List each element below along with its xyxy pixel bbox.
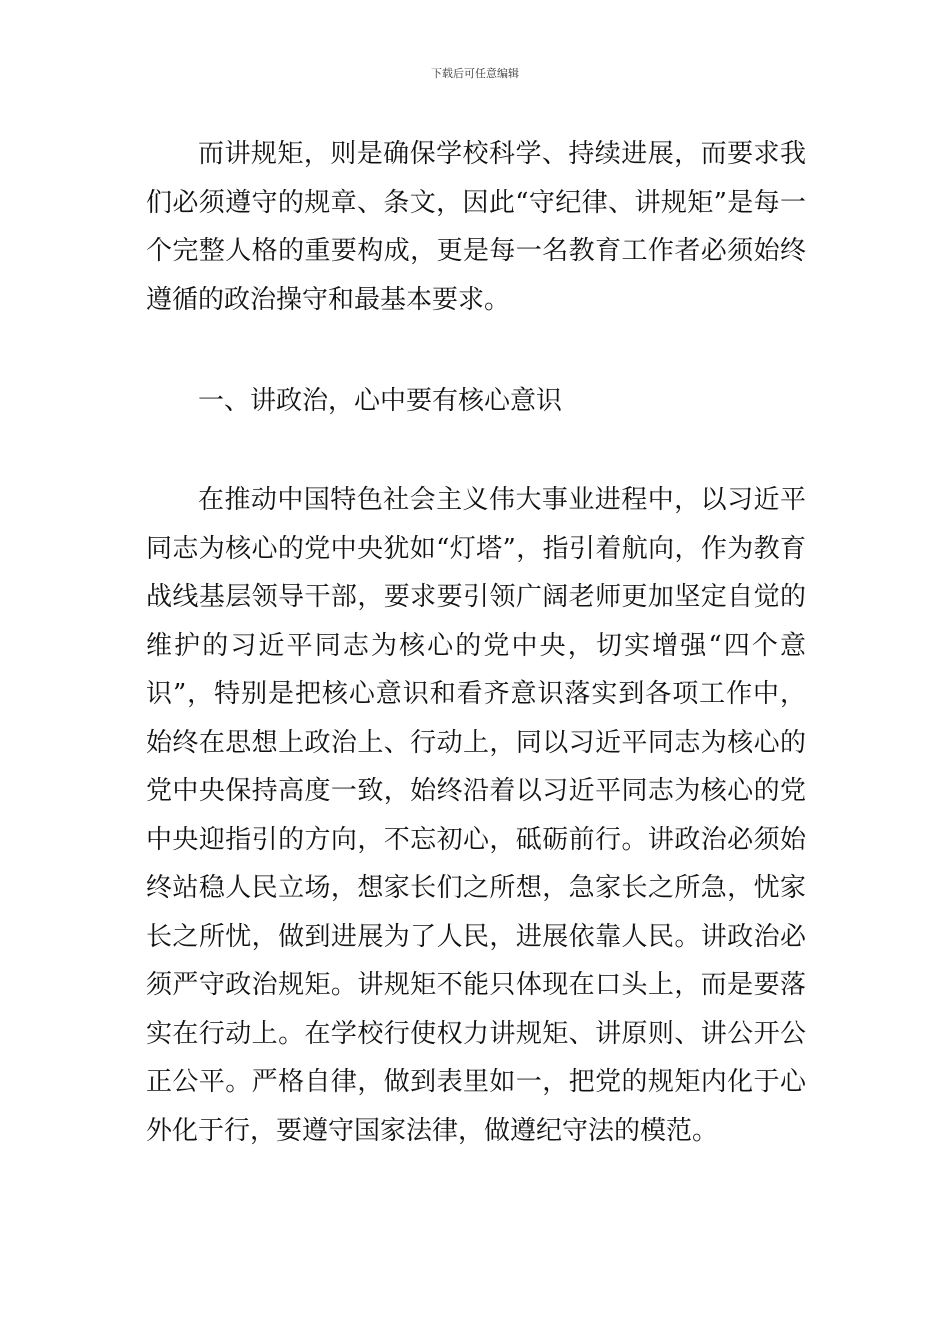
paragraph-intro: 而讲规矩，则是确保学校科学、持续进展，而要求我们必须遵守的规章、条文，因此“守纪律、讲规矩”是每一个完整人格的重要构成，更是每一名教育工作者必须始终遵循的政治操守和最基本要求。	[146, 139, 806, 315]
header-note: 下载后可任意编辑	[431, 67, 519, 80]
paragraph-body: 在推动中国特色社会主义伟大事业进程中，以习近平同志为核心的党中央犹如“灯塔”，指引着航向，作为教育战线基层领导干部，要求要引领广阔老师更加坚定自觉的维护的习近平同志为核心的党中央，切实增强“四个意识”，特别是把核心意识和看齐意识落实到各项工作中，始终在思想上政治上、行动上，同以习近平同志为核心的党中央保持高度一致，始终沿着以习近平同志为核心的党中央迎指引的方向，不忘初心，砥砺前行。讲政治必须始终站稳人民立场，想家长们之所想，急家长之所急，忧家长之所忧，做到进展为了人民，进展依靠人民。讲政治必须严守政治规矩。讲规矩不能只体现在口头上，而是要落实在行动上。在学校行使权力讲规矩、讲原则、讲公开公正公平。严格自律，做到表里如一，把党的规矩内化于心外化于行，要遵守国家法律，做遵纪守法的模范。	[146, 485, 806, 1146]
section-heading: 一、讲政治，心中要有核心意识	[198, 386, 563, 416]
